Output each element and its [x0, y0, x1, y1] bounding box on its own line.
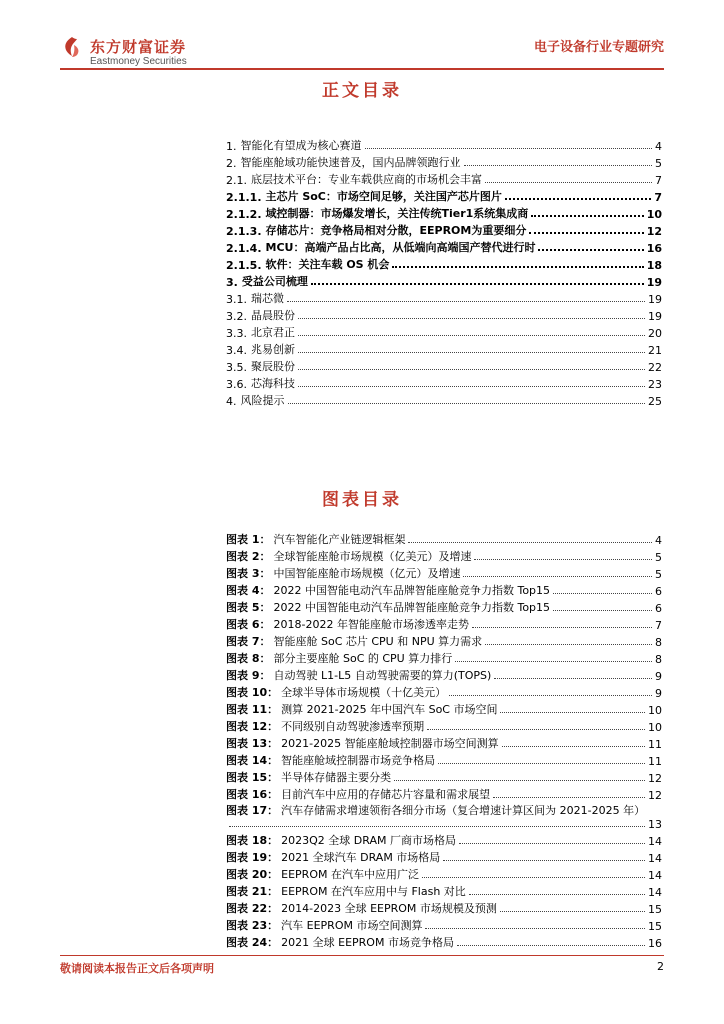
- figure-item-label: 图表 9：: [226, 669, 271, 682]
- toc-item-title: MCU：高端产品占比高，从低端向高端国产替代进行时: [265, 241, 536, 254]
- figure-item-label: 图表 24：: [226, 936, 279, 949]
- figure-item[interactable]: [226, 649, 662, 666]
- figure-item[interactable]: [226, 632, 662, 649]
- toc-item-number: 3.2.: [226, 310, 247, 323]
- leader-dots: [425, 928, 645, 929]
- toc-item[interactable]: [226, 221, 662, 238]
- figure-item-label: 图表 20：: [226, 868, 279, 881]
- figure-item[interactable]: [226, 831, 662, 848]
- figure-item-page: 5: [655, 568, 662, 581]
- leader-dots: [311, 283, 644, 285]
- figure-item-page: 15: [648, 903, 662, 916]
- figure-item[interactable]: [226, 734, 662, 751]
- page-number: 2: [657, 960, 664, 973]
- figure-item-label: 图表 17：: [226, 804, 279, 817]
- toc-item-number: 3.6.: [226, 378, 247, 391]
- figure-item[interactable]: [226, 581, 662, 598]
- figure-item-label: 图表 12：: [226, 720, 279, 733]
- toc-title: 正文目录: [322, 81, 402, 101]
- toc-item-page: 20: [648, 327, 662, 340]
- toc-item[interactable]: [226, 306, 662, 323]
- figure-item-title: 汽车智能化产业链逻辑框架: [273, 533, 406, 546]
- figure-item-page: 6: [655, 585, 662, 598]
- disclaimer-note: 敬请阅读本报告正文后各项声明: [60, 962, 214, 975]
- leader-dots: [288, 403, 646, 404]
- toc-item-title: 智能化有望成为核心赛道: [240, 139, 362, 152]
- toc-item-title: 智能座舱域功能快速普及，国内品牌领跑行业: [240, 156, 461, 169]
- toc-item[interactable]: [226, 374, 662, 391]
- leader-dots: [457, 945, 645, 946]
- report-type: 电子设备行业专题研究: [533, 40, 664, 55]
- logo-cn-text: 东方财富证券: [90, 38, 187, 56]
- figure-item-page: 14: [648, 852, 662, 865]
- figure-item-label: 图表 21：: [226, 885, 279, 898]
- toc-item-page: 5: [655, 157, 662, 170]
- figure-item-title: 2021 全球汽车 DRAM 市场格局: [281, 851, 441, 864]
- figure-item-label: 图表 1：: [226, 533, 271, 546]
- figure-item-title: 2014-2023 全球 EEPROM 市场规模及预测: [281, 902, 497, 915]
- leader-dots: [298, 386, 645, 387]
- figure-item-label: 图表 23：: [226, 919, 279, 932]
- figure-item[interactable]: [226, 564, 662, 581]
- toc-item-number: 2.1.1.: [226, 191, 262, 204]
- leader-dots: [449, 695, 652, 696]
- figure-item-label: 图表 11：: [226, 703, 279, 716]
- figure-item-title: 2018-2022 年智能座舱市场渗透率走势: [273, 618, 469, 631]
- toc-item-page: 7: [655, 174, 662, 187]
- leader-dots: [422, 877, 645, 878]
- figure-item-label: 图表 8：: [226, 652, 271, 665]
- figure-item-title: EEPROM 在汽车应用中与 Flash 对比: [281, 885, 466, 898]
- leader-dots: [529, 232, 643, 234]
- figure-item-label: 图表 6：: [226, 618, 271, 631]
- toc-item-title: 域控制器：市场爆发增长，关注传统Tier1系统集成商: [265, 207, 529, 220]
- figures-title: 图表目录: [322, 490, 402, 510]
- toc-item[interactable]: [226, 357, 662, 374]
- toc-item-number: 2.1.3.: [226, 225, 262, 238]
- leader-dots: [538, 249, 643, 251]
- leader-dots: [443, 860, 645, 861]
- leader-dots: [438, 763, 645, 764]
- figure-item-label: 图表 5：: [226, 601, 271, 614]
- toc-item-number: 2.1.2.: [226, 208, 262, 221]
- figure-item-page: 9: [655, 687, 662, 700]
- figure-item-title: 汽车存储需求增速领衔各细分市场（复合增速计算区间为 2021-2025 年）: [281, 804, 646, 817]
- toc-item[interactable]: [226, 204, 662, 221]
- figure-item-page: 14: [648, 886, 662, 899]
- figure-item-label: 图表 16：: [226, 788, 279, 801]
- figure-item-title: 目前汽车中应用的存储芯片容量和需求展望: [281, 788, 491, 801]
- figure-item-label: 图表 10：: [226, 686, 279, 699]
- leader-dots: [298, 318, 645, 319]
- figure-item-title: 2023Q2 全球 DRAM 厂商市场格局: [281, 834, 456, 847]
- figure-item-page: 6: [655, 602, 662, 615]
- toc-item-title: 芯海科技: [251, 377, 295, 390]
- figure-item-page: 15: [648, 920, 662, 933]
- eastmoney-logo-icon: [61, 36, 83, 58]
- figure-item-page: 16: [648, 937, 662, 950]
- leader-dots: [472, 627, 652, 628]
- figure-item-label: 图表 2：: [226, 550, 271, 563]
- leader-dots: [392, 266, 643, 268]
- figure-item[interactable]: [226, 802, 662, 831]
- figure-item-page: 14: [648, 835, 662, 848]
- figure-item[interactable]: [226, 717, 662, 734]
- toc-item-page: 18: [646, 259, 662, 272]
- leader-dots: [531, 215, 643, 217]
- leader-dots: [365, 148, 653, 149]
- figure-item-title: 部分主要座舱 SoC 的 CPU 算力排行: [273, 652, 453, 665]
- figure-item-page: 12: [648, 789, 662, 802]
- leader-dots: [287, 301, 645, 302]
- toc-item[interactable]: [226, 255, 662, 272]
- footer-divider: [60, 955, 664, 956]
- header-divider: [60, 68, 664, 70]
- leader-dots: [474, 559, 652, 560]
- toc-item[interactable]: [226, 272, 662, 289]
- leader-dots: [493, 797, 645, 798]
- toc-item-number: 2.1.: [226, 174, 247, 187]
- figure-item[interactable]: [226, 700, 662, 717]
- toc-item-number: 3.3.: [226, 327, 247, 340]
- leader-dots: [427, 729, 645, 730]
- toc-item-title: 晶晨股份: [251, 309, 295, 322]
- figure-item-title: 自动驾驶 L1-L5 自动驾驶需要的算力(TOPS): [273, 669, 492, 682]
- toc-item-title: 瑞芯微: [251, 292, 284, 305]
- toc-item-title: 主芯片 SoC：市场空间足够，关注国产芯片图片: [265, 190, 502, 203]
- figure-item-page: 13: [648, 818, 662, 831]
- figure-item-title: 中国智能座舱市场规模（亿元）及增速: [273, 567, 461, 580]
- figure-item-page: 8: [655, 653, 662, 666]
- figure-item[interactable]: [226, 882, 662, 899]
- figure-item-page: 4: [655, 534, 662, 547]
- toc-item-number: 2.1.4.: [226, 242, 262, 255]
- toc-item[interactable]: [226, 238, 662, 255]
- figures-list: [226, 530, 662, 950]
- figure-item[interactable]: [226, 666, 662, 683]
- figure-item-label: 图表 4：: [226, 584, 271, 597]
- figure-item-title: 半导体存储器主要分类: [281, 771, 392, 784]
- toc-item-number: 3.: [226, 276, 238, 289]
- figure-item-page: 8: [655, 636, 662, 649]
- leader-dots: [464, 165, 653, 166]
- figure-item[interactable]: [226, 598, 662, 615]
- toc-item-page: 4: [655, 140, 662, 153]
- figure-item[interactable]: [226, 615, 662, 632]
- figure-item-title: 2021 全球 EEPROM 市场竞争格局: [281, 936, 454, 949]
- toc-item-number: 4.: [226, 395, 237, 408]
- figure-item-page: 10: [648, 704, 662, 717]
- toc-item-title: 兆易创新: [251, 343, 295, 356]
- figure-item-label: 图表 7：: [226, 635, 271, 648]
- toc-item-title: 软件：关注车载 OS 机会: [265, 258, 390, 271]
- toc-item[interactable]: [226, 289, 662, 306]
- figure-item-title: 全球半导体市场规模（十亿美元）: [281, 686, 447, 699]
- leader-dots: [485, 644, 652, 645]
- toc-item-title: 风险提示: [240, 394, 285, 407]
- figure-item-title: 智能座舱域控制器市场竞争格局: [281, 754, 436, 767]
- figure-item-page: 12: [648, 772, 662, 785]
- toc-item-page: 22: [648, 361, 662, 374]
- toc-item[interactable]: [226, 187, 662, 204]
- toc-item-number: 3.5.: [226, 361, 247, 374]
- toc-item-title: 北京君正: [251, 326, 295, 339]
- toc-item[interactable]: [226, 170, 662, 187]
- figure-item-page: 7: [655, 619, 662, 632]
- leader-dots: [485, 182, 652, 183]
- toc-item[interactable]: [226, 136, 662, 153]
- figure-item-title: 汽车 EEPROM 市场空间测算: [281, 919, 423, 932]
- toc-item-page: 23: [648, 378, 662, 391]
- leader-dots: [505, 198, 651, 200]
- figure-item-label: 图表 13：: [226, 737, 279, 750]
- leader-dots: [500, 712, 645, 713]
- page-header: [0, 0, 724, 67]
- leader-dots: [502, 746, 645, 747]
- toc-item-page: 19: [648, 293, 662, 306]
- toc-item-number: 2.1.5.: [226, 259, 262, 272]
- leader-dots: [494, 678, 652, 679]
- figure-item-label: 图表 14：: [226, 754, 279, 767]
- figure-item-page: 9: [655, 670, 662, 683]
- toc-item-page: 19: [648, 310, 662, 323]
- toc-item[interactable]: [226, 323, 662, 340]
- leader-dots: [229, 826, 645, 827]
- figure-item[interactable]: [226, 530, 662, 547]
- figure-item-label: 图表 18：: [226, 834, 279, 847]
- leader-dots: [455, 661, 652, 662]
- figure-item[interactable]: [226, 848, 662, 865]
- toc-item-title: 聚辰股份: [251, 360, 295, 373]
- toc-item-page: 10: [646, 208, 662, 221]
- figure-item[interactable]: [226, 933, 662, 950]
- figure-item[interactable]: [226, 785, 662, 802]
- figure-item-page: 14: [648, 869, 662, 882]
- toc-item[interactable]: [226, 153, 662, 170]
- leader-dots: [459, 843, 645, 844]
- figure-item-page: 11: [648, 755, 662, 768]
- toc-item-title: 受益公司梳理: [241, 275, 308, 288]
- figure-item[interactable]: [226, 751, 662, 768]
- toc-item-page: 25: [648, 395, 662, 408]
- figure-item-title: EEPROM 在汽车中应用广泛: [281, 868, 419, 881]
- toc-item-page: 7: [654, 191, 662, 204]
- toc-item-number: 1.: [226, 140, 237, 153]
- toc-item[interactable]: [226, 340, 662, 357]
- figure-item[interactable]: [226, 768, 662, 785]
- figure-item-page: 5: [655, 551, 662, 564]
- toc-item-title: 底层技术平台：专业车载供应商的市场机会丰富: [251, 173, 482, 186]
- toc-item-number: 3.1.: [226, 293, 247, 306]
- leader-dots: [500, 911, 645, 912]
- figure-item-page: 10: [648, 721, 662, 734]
- figure-item-page: 11: [648, 738, 662, 751]
- toc-item-page: 19: [646, 276, 662, 289]
- figure-item-title: 智能座舱 SoC 芯片 CPU 和 NPU 算力需求: [273, 635, 483, 648]
- toc-item-page: 21: [648, 344, 662, 357]
- toc-item-page: 16: [646, 242, 662, 255]
- figure-item-title: 2021-2025 智能座舱域控制器市场空间测算: [281, 737, 499, 750]
- toc-item-page: 12: [646, 225, 662, 238]
- figure-item[interactable]: [226, 916, 662, 933]
- logo-en-text: Eastmoney Securities: [90, 56, 187, 67]
- figure-item-title: 不同级别自动驾驶渗透率预期: [281, 720, 425, 733]
- figure-item-label: 图表 19：: [226, 851, 279, 864]
- toc-item-number: 2.: [226, 157, 237, 170]
- figure-item[interactable]: [226, 865, 662, 882]
- figure-item-label: 图表 22：: [226, 902, 279, 915]
- figure-item[interactable]: [226, 683, 662, 700]
- figure-item-label: 图表 3：: [226, 567, 271, 580]
- leader-dots: [408, 542, 652, 543]
- figure-item[interactable]: [226, 547, 662, 564]
- toc-item-number: 3.4.: [226, 344, 247, 357]
- figure-item-label: 图表 15：: [226, 771, 279, 784]
- toc-item[interactable]: [226, 391, 662, 408]
- leader-dots: [298, 369, 645, 370]
- figure-item-title: 全球智能座舱市场规模（亿美元）及增速: [273, 550, 472, 563]
- leader-dots: [469, 894, 645, 895]
- figure-item-title: 2022 中国智能电动汽车品牌智能座舱竞争力指数 Top15: [273, 584, 551, 597]
- figure-item-title: 2022 中国智能电动汽车品牌智能座舱竞争力指数 Top15: [273, 601, 551, 614]
- figure-item-title: 测算 2021-2025 年中国汽车 SoC 市场空间: [281, 703, 498, 716]
- leader-dots: [394, 780, 645, 781]
- leader-dots: [298, 352, 645, 353]
- table-of-contents: [226, 136, 662, 408]
- toc-item-title: 存储芯片：竞争格局相对分散，EEPROM为重要细分: [265, 224, 527, 237]
- leader-dots: [553, 610, 652, 611]
- leader-dots: [463, 576, 652, 577]
- figure-item[interactable]: [226, 899, 662, 916]
- leader-dots: [553, 593, 652, 594]
- leader-dots: [298, 335, 645, 336]
